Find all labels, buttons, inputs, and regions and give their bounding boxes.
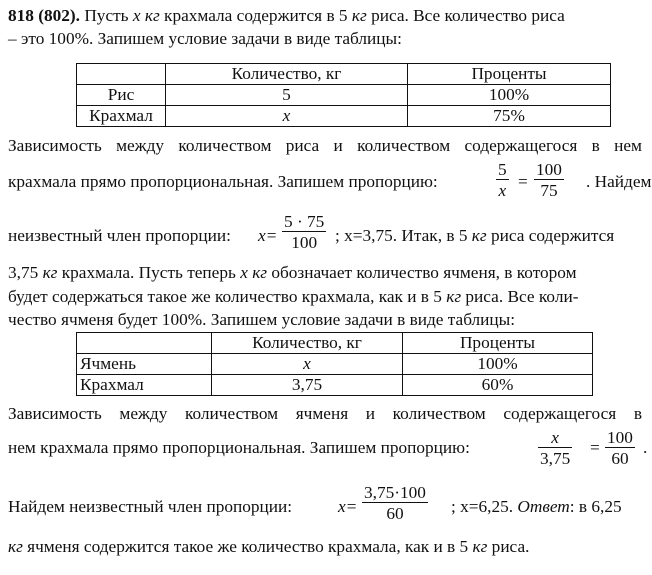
- para2-line-6: чество ячменя будет 100%. Запишем условие задачи в виде таблицы:: [8, 310, 516, 329]
- fraction-3-75x100-over-60: $\frac{3,75\cdot 100}{60}$: [364, 483, 426, 524]
- fraction-5-over-x: $\frac{5}{x}$: [498, 160, 507, 201]
- fraction-100-over-75: $\frac{100}{75}$: [536, 160, 562, 201]
- table-rice: [76, 63, 611, 127]
- fraction-5x75-over-100: $\frac{5 \cdot 75}{100}$: [284, 212, 325, 253]
- fraction-100-over-60: $\frac{100}{60}$: [607, 428, 633, 469]
- para2-line-5: будет содержаться такое же количество крахмала, как и в 5 кг риса. Все коли-: [8, 287, 579, 306]
- problem-number: 818 (802).: [8, 6, 80, 25]
- para3-line-2: нем крахмала прямо пропорциональная. Запишем пропорцию: $\frac{x}{3,75}$ = $\frac{100}{60}$ .: [8, 428, 648, 469]
- table-row: Ячмень x 100%: [77, 354, 593, 375]
- table-row: Рис 5 100%: [77, 85, 611, 106]
- table-row: Крахмал 3,75 60%: [77, 375, 593, 396]
- para2-line-3: неизвестный член пропорции: x= $\frac{5 \cdot 75}{100}$ ; x=3,75. Итак, в 5 кг риса содержится: [8, 212, 615, 253]
- para2-line-2: крахмала прямо пропорциональная. Запишем пропорцию: $\frac{5}{x}$ = $\frac{100}{75}$ . Найдем: [8, 160, 652, 201]
- para2-line-4: 3,75 кг крахмала. Пусть теперь x кг обозначает количество ячменя, в котором: [8, 263, 577, 282]
- table-header-row: Количество, кг Проценты: [77, 64, 611, 85]
- table-header-row: Количество, кг Проценты: [77, 333, 593, 354]
- fraction-x-over-3-75: $\frac{x}{3,75}$: [540, 428, 571, 469]
- table-row: Крахмал x 75%: [77, 106, 611, 127]
- para2-line-1: Зависимость между количеством риса и количеством содержащегося в нем: [8, 136, 642, 155]
- intro-line-1: 818 (802). Пусть x кг крахмала содержится в 5 кг риса. Все количество риса: [8, 6, 565, 25]
- table-barley: [76, 332, 593, 396]
- para3-line-4: кг ячменя содержится такое же количество крахмала, как и в 5 кг риса.: [8, 537, 530, 556]
- para3-line-3: Найдем неизвестный член пропорции: x= $\frac{3,75\cdot 100}{60}$ ; x=6,25. Ответ: в 6,25: [8, 483, 622, 524]
- para3-line-1: Зависимость между количеством ячменя и количеством содержащегося в: [8, 404, 642, 423]
- intro-line-2: – это 100%. Запишем условие задачи в виде таблицы:: [8, 29, 402, 48]
